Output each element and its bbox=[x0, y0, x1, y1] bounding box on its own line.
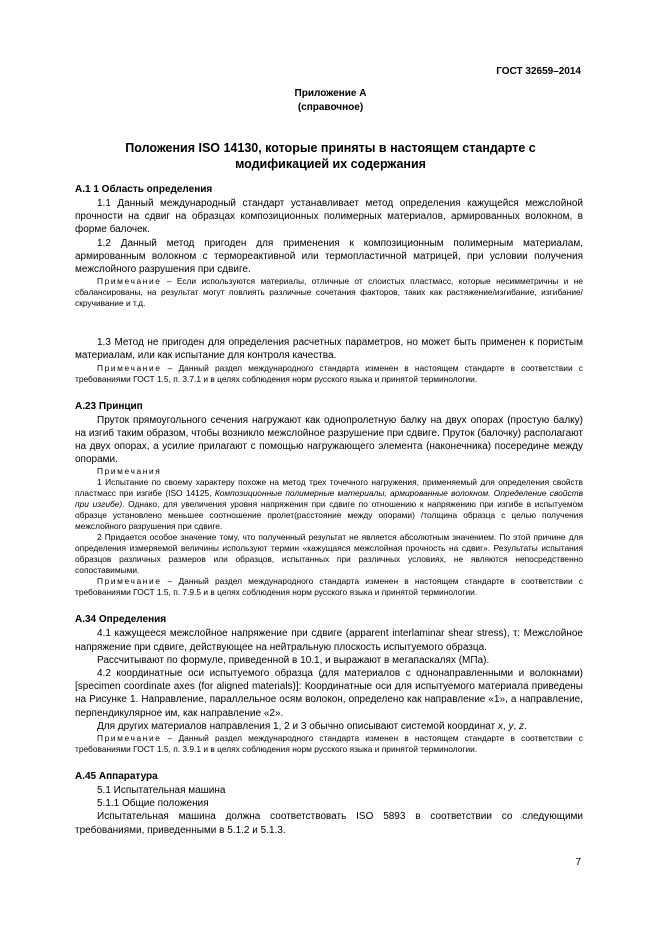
section-heading-apparatus: А.45 Аппаратура bbox=[75, 771, 158, 783]
subsection-5-1-title: 5.1 Испытательная машина bbox=[97, 785, 226, 797]
note-1-text-end: . Однако, для увеличения уровня напряжения при сдвиге по отношению к напряжению при изгибе в испытуемом образце установлено меньшее соотношение пролет(расстояние между опорами) /толщина образца с целью получения межслойного разрушения при сдвиге. bbox=[75, 499, 584, 532]
note-1-text: 1 Испытание по своему характеру похоже на метод трех точечного нагружения, применяемый для определения свойств пластмасс при изгибе (ISO 14125, bbox=[75, 477, 583, 499]
subsection-5-1-1-title: 5.1.1 Общие положения bbox=[97, 798, 209, 810]
note bbox=[75, 363, 583, 385]
principle-paragraph: Пруток прямоугольного сечения нагружают как однопролетную балку на двух опорах (простую балку) на изгиб таким образом, чтобы возникло межслойное разрушение при сдвиге. Пруток (балочку) располагают на двух опорах, а усилие прилагают с помощью нагружающего элемента (наконечника) посередине между опорами. bbox=[75, 414, 583, 466]
note bbox=[75, 276, 583, 309]
section-heading-principle: А.23 Принцип bbox=[75, 400, 143, 412]
note-1 bbox=[75, 477, 583, 532]
note bbox=[75, 576, 583, 598]
annex-type: (справочное) bbox=[297, 102, 364, 113]
paragraph bbox=[75, 336, 583, 362]
paragraph bbox=[75, 197, 583, 237]
note-text: – Данный раздел международного стандарта изменен в настоящем стандарте в соответствии с требованиями ГОСТ 1.5, п. 3.7.1 и в целях соблюдения норм русского языка и принятой терминологии. bbox=[75, 362, 583, 384]
section-heading-definitions: А.34 Определения bbox=[75, 614, 167, 626]
subsection-5-1-1 bbox=[75, 797, 583, 810]
title-line-1: Положения ISO 14130, которые приняты в настоящем стандарте с bbox=[125, 141, 536, 155]
coordinate-text: Для других материалов направления 1, 2 и 3 обычно описывают системой координат bbox=[97, 720, 498, 732]
paragraph bbox=[75, 237, 583, 277]
scope-paragraph-3: 1.3 Метод не пригоден для определения расчетных параметров, но может быть применен к пористым материалам, или как испытание для контроля качества. bbox=[75, 337, 583, 362]
note-2 bbox=[75, 532, 583, 576]
note-label: Примечание bbox=[97, 733, 162, 744]
subsection-5-1 bbox=[75, 784, 583, 797]
annex-main-title bbox=[75, 140, 586, 172]
note-text: – Данный раздел международного стандарта изменен в настоящем стандарте в соответствии с требованиями ГОСТ 1.5, п. 7.9.5 и в целях соблюдения норм русского языка и принятой терминологии. bbox=[75, 576, 583, 598]
paragraph bbox=[75, 414, 583, 467]
page-number: 7 bbox=[575, 857, 581, 868]
notes-label: Примечания bbox=[97, 466, 162, 477]
annex-title: Приложение А bbox=[294, 88, 367, 99]
definition-4-1-calc: Рассчитывают по формуле, приведенной в 10.1, и выражают в мегапаскалях (МПа). bbox=[97, 654, 490, 666]
coord-z: z bbox=[519, 720, 525, 732]
document-body bbox=[75, 183, 583, 837]
title-line-2: модификацией их содержания bbox=[235, 157, 426, 171]
note bbox=[75, 733, 583, 755]
period: . bbox=[524, 720, 527, 732]
separator: , bbox=[513, 720, 520, 732]
notes-label-line bbox=[75, 466, 583, 477]
scope-paragraph-1: 1.1 Данный международный стандарт устанавливает метод определения кажущейся межслойной прочности на сдвиг на образцах композиционных полимерных материалов, армированных волокном, в форме балочек. bbox=[75, 198, 583, 236]
paragraph bbox=[75, 627, 583, 653]
paragraph bbox=[75, 667, 583, 720]
coord-y: y bbox=[508, 720, 514, 732]
separator: , bbox=[502, 720, 509, 732]
paragraph bbox=[75, 654, 583, 667]
note-label: Примечание bbox=[97, 576, 162, 587]
section-heading-scope: А.1 1 Область определения bbox=[75, 184, 213, 195]
definition-4-1: 4.1 кажущееся межслойное напряжение при сдвиге (apparent interlaminar shear stress), τ: Межслойное напряжение при сдвиге, действующее на нейтральную плоскость испытуемого образца. bbox=[75, 628, 583, 653]
paragraph bbox=[75, 810, 583, 836]
note-text: – Данный раздел международного стандарта изменен в настоящем стандарте в соответствии с требованиями ГОСТ 1.5, п. 3.9.1 и в целях соблюдения норм русского языка и принятой терминологии. bbox=[75, 733, 583, 755]
note-2-text: 2 Придается особое значение тому, что полученный результат не является абсолютным значением. По этой причине для определения измеряемой величины используют термин «кажущаяся межслойная прочность на сдвиг». Результаты испытания образцов различных размеров или образцов, испытанных при различных условиях, не являются непосредственно сопоставимыми. bbox=[75, 532, 583, 576]
scope-paragraph-2: 1.2 Данный метод пригоден для применения к композиционным полимерным материалам, армированным волокном с термореактивной или термопластичной матрицей, при условии получения межслойного разрушения при сдвиге. bbox=[75, 237, 583, 276]
coord-x: x bbox=[497, 720, 503, 732]
note-label: Примечание bbox=[97, 276, 162, 287]
definition-4-2: 4.2 координатные оси испытуемого образца (для материалов с однонаправленными и волокнами) [specimen coordinate axes (for aligned materials)]: Координатные оси для испытуемого материала приведены на Рисунке 1. Направление, параллельное осям волокон, определено как направление «1», а направление, перпендикулярное им, как направление «2». bbox=[75, 668, 583, 719]
apparatus-paragraph: Испытательная машина должна соответствовать ISO 5893 в соответствии со следующими требованиями, приведенными в 5.1.2 и 5.1.3. bbox=[75, 811, 583, 836]
note-label: Примечание bbox=[97, 362, 162, 373]
paragraph bbox=[75, 720, 583, 733]
annex-heading bbox=[0, 87, 661, 115]
document-code: ГОСТ 32659–2014 bbox=[496, 66, 581, 77]
note-text: – Если используются материалы, отличные от слоистых пластмасс, которые несимметричны и не сбалансированы, на результат могут повлиять различные сочетания факторов, таких как растяжение/изгибание, изгибание/скручивание и т.д. bbox=[75, 276, 583, 309]
note-1-reference-title: Композиционные полимерные материалы, армированные волокном. Определение свойств при изгибе) bbox=[75, 488, 583, 510]
